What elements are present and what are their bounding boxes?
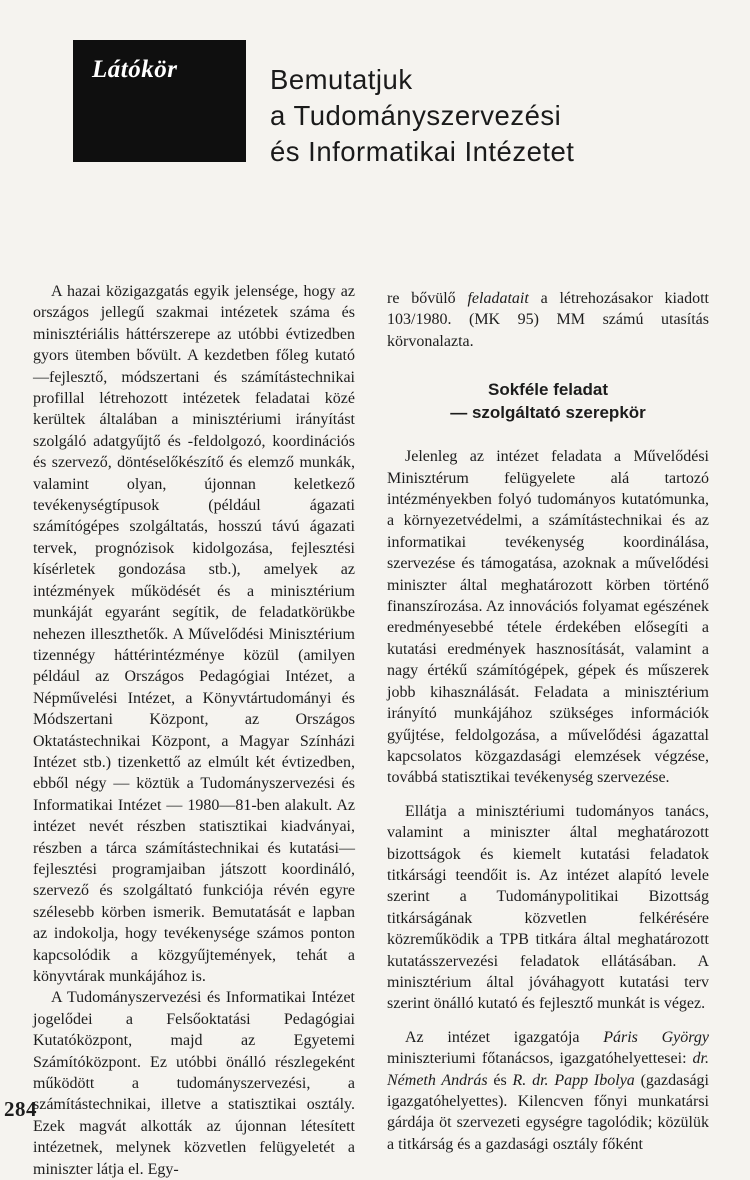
right-column	[387, 288, 709, 1155]
paragraph: A Tudományszervezési és Informatikai Intézet jogelődei a Felsőoktatási Pedagógiai Kutatóközpont, majd az Egyetemi Számítóközpont. Ez utóbbi önálló részlegeként működött a tudományszervezési, a számítástechnikai, illetve a statisztikai osztály. Ezek magvát alkották az újonnan létesített intézetnek, melynek közvetlen felügyeletét a miniszter látja el. Egy-	[33, 989, 355, 1178]
article-title-line-2: a Tudományszervezési	[270, 100, 562, 131]
paragraph: re bővülő feladatait a létrehozásakor kiadott 103/1980. (MK 95) MM számú utasítás körvonalazta.	[387, 290, 709, 350]
left-column	[33, 281, 355, 1180]
paragraph: Ellátja a minisztériumi tudományos tanács, valamint a miniszter által meghatározott bizottságok és kiemelt kutatási feladatok titkársági teendőit is. Az intézet alapító levele szerint a Tudománypolitikai Bizottság titkárságának közvetlen felkérésére közreműködik a TPB titkára által meghatározott kutatásszervezési feladatok ellátásában. A minisztérium által jóváhagyott kutatási terv szerint önálló kutató és fejlesztő munkát is végez.	[387, 802, 709, 1013]
paragraph: Az intézet igazgatója Páris György miniszteriumi főtanácsos, igazgatóhelyettesei: dr. Németh András és R. dr. Papp Ibolya (gazdasági igazgatóhelyettes). Kilencven főnyi munkatársi gárdája öt szervezeti egységre tagolódik; közülük a titkárság és a gazdasági osztály főként	[387, 1028, 710, 1153]
paragraph: Jelenleg az intézet feladata a Művelődési Minisztérum felügyelete alá tartozó intézményekben folyó tudományos kutatómunka, a környezetvédelmi, a számítástechnikai és az informatikai tevékenység koordinálása, szervezése és támogatása, azoknak a művelődési miniszter által meghatározott körben történő finanszírozása. Az innovációs folyamat egészének eredményesebbé tétele érdekében elősegíti a kutatási eredmények hasznosítását, valamint a nagy értékű számítógépek, gépek és műszerek jobb kihasználását. Feladata a minisztérium irányító munkájához szükséges információk gyűjtése, feldolgozása, a művelődési ágazattal kapcsolatos közgazdasági elemzések végzése, továbbá statisztikai tevékenység szervezése.	[387, 448, 709, 787]
section-subheading: Sokféle feladat — szolgáltató szerepkör	[450, 380, 646, 423]
section-label: Látókör	[92, 56, 178, 83]
page-number: 284	[4, 1097, 37, 1121]
article-title-line-1: Bemutatjuk	[270, 64, 413, 95]
paragraph: A hazai közigazgatás egyik jelensége, hogy az országos jellegű szakmai intézetek száma és minisztériális háttérszerepe az utóbbi évtizedben gyors ütemben bővült. A kezdetben főleg kutató—fejlesztő, módszertani és számítástechnikai profillal létrehozott intézetek feladatai közé kerültek általában a minisztériumi irányítást szolgáló adatgyűjtő és -feldolgozó, koordinációs és szervező, döntéselőkészítő és elemző munkák, valamint olyan, újonnan keletkező tevékenységtípusok (például ágazati számítógépes szolgáltatás, hosszú távú ágazati tervek, prognózisok kidolgozása, fejlesztési kísérletek gondozása stb.), amelyek az intézmények működését és a minisztérium munkáját egyaránt segítik, de feladatkörükbe nehezen illeszthetők. A Művelődési Minisztérium tizennégy háttérintézménye közül (amilyen például az Országos Pedagógiai Intézet, a Népművelési Intézet, a Könyvtártudományi és Módszertani Központ, az Országos Oktatástechnikai Központ, a Magyar Színházi Intézet stb.) tizenkettő az elmúlt két évtizedben, ebből négy — köztük a Tudományszervezési és Informatikai Intézet — 1980—81-ben alakult. Az intézet nevét részben statisztikai kiadványai, részben a tárca számítástechnikai és kutatási—fejlesztési programjaiban játszott koordináló, szervező és szolgáltató funkciója révén egyre szélesebb körben ismerik. Bemutatását e lapban az indokolja, hogy tevékenysége számos ponton kapcsolódik a közgyűjtemények, tehát a könyvtárak munkájához is.	[33, 283, 355, 985]
article-title-line-3: és Informatikai Intézetet	[270, 136, 575, 167]
